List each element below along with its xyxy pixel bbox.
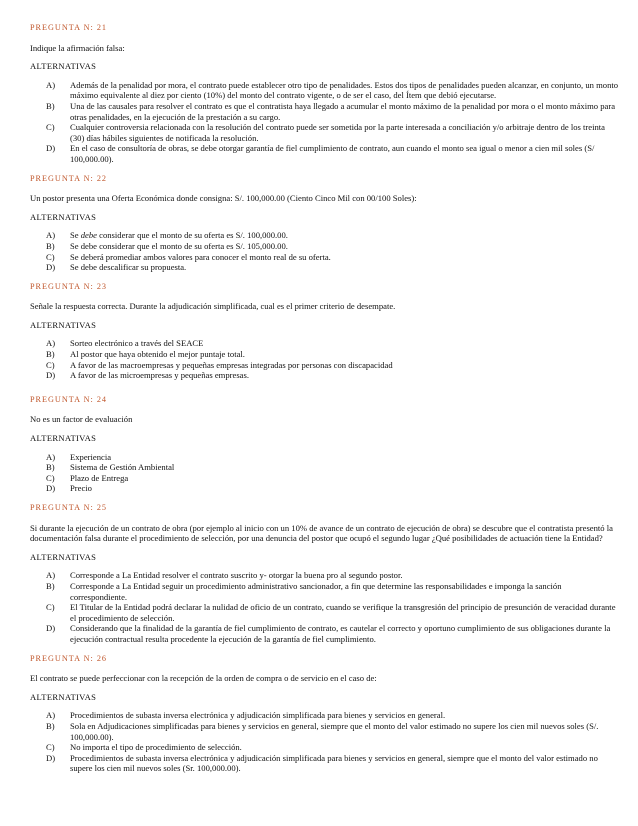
question-text: El contrato se puede perfeccionar con la recepción de la orden de compra o de servicio en el caso de: — [30, 673, 377, 684]
alternatives-label: ALTERNATIVAS — [30, 319, 97, 330]
option-a — [30, 80, 620, 101]
option-key: B) — [46, 580, 55, 591]
question-header: PREGUNTA N: 23 — [30, 281, 108, 291]
option-text: El Titular de la Entidad podrá declarar la nulidad de oficio de un contrato, cuando se verifique la transgresión del principio de presunción de veracidad durante el procedimiento de selección. — [70, 602, 616, 623]
option-text: Se debe descalificar su propuesta. — [70, 262, 187, 273]
question-header: PREGUNTA N: 26 — [30, 653, 108, 663]
option-key: B) — [46, 462, 55, 473]
option-key: A) — [46, 230, 56, 241]
option-text: Sola en Adjudicaciones simplificadas para bienes y servicios en general, siempre que el monto del valor estimado no supere los cien mil nuevos soles (S/. 100,000.00). — [70, 720, 599, 742]
alternatives-label: ALTERNATIVAS — [30, 211, 97, 222]
question-text: Si durante la ejecución de un contrato de obra (por ejemplo al inicio con un 10% de avance de un contrato de ejecución de obra) se descubre que el contratista presentó la documentación falsa durante el procedimiento de selección, por una denuncia del postor que ocupó el segundo lugar ¿Qué posibilidades de actuación tiene la Entidad? — [30, 522, 613, 544]
option-text-emphasis: debe — [80, 230, 97, 241]
option-c — [30, 122, 620, 143]
option-text — [70, 230, 620, 241]
option-text: En el caso de consultoría de obras, se debe otorgar garantía de fiel cumplimiento de contrato, aun cuando el monto sea igual o menor a cien mil soles (S/ 100,000.00). — [70, 143, 595, 164]
options-list — [30, 710, 620, 774]
option-b — [30, 721, 620, 742]
options-list — [30, 452, 620, 494]
question-text: Señale la respuesta correcta. Durante la adjudicación simplificada, cual es el primer criterio de desempate. — [30, 301, 396, 312]
option-text: Se debe considerar que el monto de su oferta es S/. 105,000.00. — [70, 240, 288, 251]
question-26 — [30, 654, 620, 774]
question-header: PREGUNTA N: 25 — [30, 503, 108, 512]
options-list — [30, 570, 620, 644]
alternatives-label: ALTERNATIVAS — [30, 551, 97, 562]
option-text: Precio — [70, 483, 92, 494]
option-text: Procedimientos de subasta inversa electrónica y adjudicación simplificada para bienes y servicios en general, siempre que el monto del valor estimado no supere los cien mil nuevos soles (Sr. 100,000.00). — [70, 752, 598, 774]
options-list — [30, 80, 620, 165]
option-key: C) — [46, 472, 55, 483]
option-key: D) — [46, 143, 56, 154]
option-key: B) — [46, 240, 55, 251]
options-list — [30, 338, 620, 380]
option-a — [30, 570, 620, 581]
option-key: A) — [46, 451, 56, 462]
question-text: Un postor presenta una Oferta Económica donde consigna: S/. 100,000.00 (Ciento Cinco Mil con 00/100 Soles): — [30, 193, 417, 204]
option-text: Procedimientos de subasta inversa electrónica y adjudicación simplificada para bienes y servicios en general. — [70, 710, 446, 721]
alternatives-label: ALTERNATIVAS — [30, 433, 97, 444]
option-text: Experiencia — [70, 451, 112, 462]
option-key: C) — [46, 122, 55, 133]
option-b — [30, 241, 620, 252]
option-key: B) — [46, 349, 55, 360]
option-text: Sistema de Gestión Ambiental — [70, 462, 175, 473]
option-b — [30, 581, 620, 602]
question-header: PREGUNTA N: 24 — [30, 394, 108, 404]
option-text: Cualquier controversia relacionada con la resolución del contrato puede ser sometida por la parte interesada a conciliación y/o arbitraje dentro de los treinta (30) días hábiles siguientes de notificada la resolución. — [70, 122, 605, 143]
option-key: A) — [46, 710, 56, 721]
question-24 — [30, 395, 620, 494]
question-22 — [30, 174, 620, 273]
option-text-pre: Se — [70, 230, 81, 241]
option-key: C) — [46, 251, 55, 262]
option-text: Considerando que la finalidad de la garantía de fiel cumplimiento de contrato, es cautelar el correcto y oportuno cumplimiento de sus obligaciones durante la ejecución contractual resulta procedente la ejecución de la garantía de fiel cumplimiento. — [70, 623, 611, 644]
option-text: Corresponde a La Entidad seguir un procedimiento administrativo sancionador, a fin que determine las responsabilidades e imponga la sanción correspondiente. — [70, 580, 562, 602]
question-23 — [30, 282, 620, 395]
option-text: Sorteo electrónico a través del SEACE — [70, 338, 204, 349]
option-key: D) — [46, 262, 56, 273]
option-key: A) — [46, 79, 56, 90]
option-d — [30, 262, 620, 273]
option-key: C) — [46, 359, 55, 370]
option-d — [30, 143, 620, 164]
options-list — [30, 230, 620, 272]
question-21 — [30, 23, 620, 165]
question-text: Indique la afirmación falsa: — [30, 42, 125, 53]
option-key: A) — [46, 338, 56, 349]
option-text: Al postor que haya obtenido el mejor puntaje total. — [70, 349, 245, 360]
option-a — [30, 452, 620, 463]
option-text: A favor de las macroempresas y pequeñas empresas integradas por personas con discapacidad — [70, 359, 393, 370]
option-key: B) — [46, 100, 55, 111]
option-d — [30, 753, 620, 774]
option-key: A) — [46, 570, 56, 581]
option-key: B) — [46, 720, 55, 731]
option-key: D) — [46, 752, 56, 763]
option-d — [30, 623, 620, 644]
option-text: A favor de las microempresas y pequeñas empresas. — [70, 370, 249, 381]
option-c — [30, 360, 620, 371]
question-header: PREGUNTA N: 22 — [30, 173, 108, 183]
option-key: C) — [46, 602, 55, 613]
option-key: D) — [46, 370, 56, 381]
option-c — [30, 252, 620, 263]
option-a — [30, 710, 620, 721]
option-d — [30, 370, 620, 381]
option-b — [30, 462, 620, 473]
question-header: PREGUNTA N: 21 — [30, 23, 108, 32]
option-a — [30, 338, 620, 349]
option-text: Una de las causales para resolver el contrato es que el contratista haya llegado a acumular el monto máximo de la penalidad por mora o el monto máximo para otras penalidades, en la ejecución de la prestación a su cargo. — [70, 100, 616, 122]
option-b — [30, 349, 620, 360]
alternatives-label: ALTERNATIVAS — [30, 61, 97, 72]
option-text: No importa el tipo de procedimiento de selección. — [70, 742, 242, 753]
question-text: No es un factor de evaluación — [30, 414, 133, 425]
option-text-post: considerar que el monto de su oferta es S/. 100,000.00. — [96, 230, 288, 241]
option-c — [30, 602, 620, 623]
option-text: Plazo de Entrega — [70, 472, 129, 483]
option-a — [30, 230, 620, 241]
option-text: Corresponde a La Entidad resolver el contrato suscrito y- otorgar la buena pro al segundo postor. — [70, 570, 403, 581]
option-c — [30, 742, 620, 753]
option-key: D) — [46, 483, 56, 494]
option-d — [30, 483, 620, 494]
question-25 — [30, 503, 620, 645]
option-b — [30, 101, 620, 122]
option-text: Además de la penalidad por mora, el contrato puede establecer otro tipo de penalidades. Estos dos tipos de penalidades pueden alcanzar, en conjunto, un monto máximo equivalente al diez por ciento (10%) del monto del contrato vigente, o de ser el caso, del Ítem que debió ejecutarse. — [70, 79, 619, 101]
alternatives-label: ALTERNATIVAS — [30, 691, 97, 702]
option-key: C) — [46, 742, 55, 753]
option-key: D) — [46, 623, 56, 634]
option-text: Se deberá promediar ambos valores para conocer el monto real de su oferta. — [70, 251, 331, 262]
option-c — [30, 473, 620, 484]
